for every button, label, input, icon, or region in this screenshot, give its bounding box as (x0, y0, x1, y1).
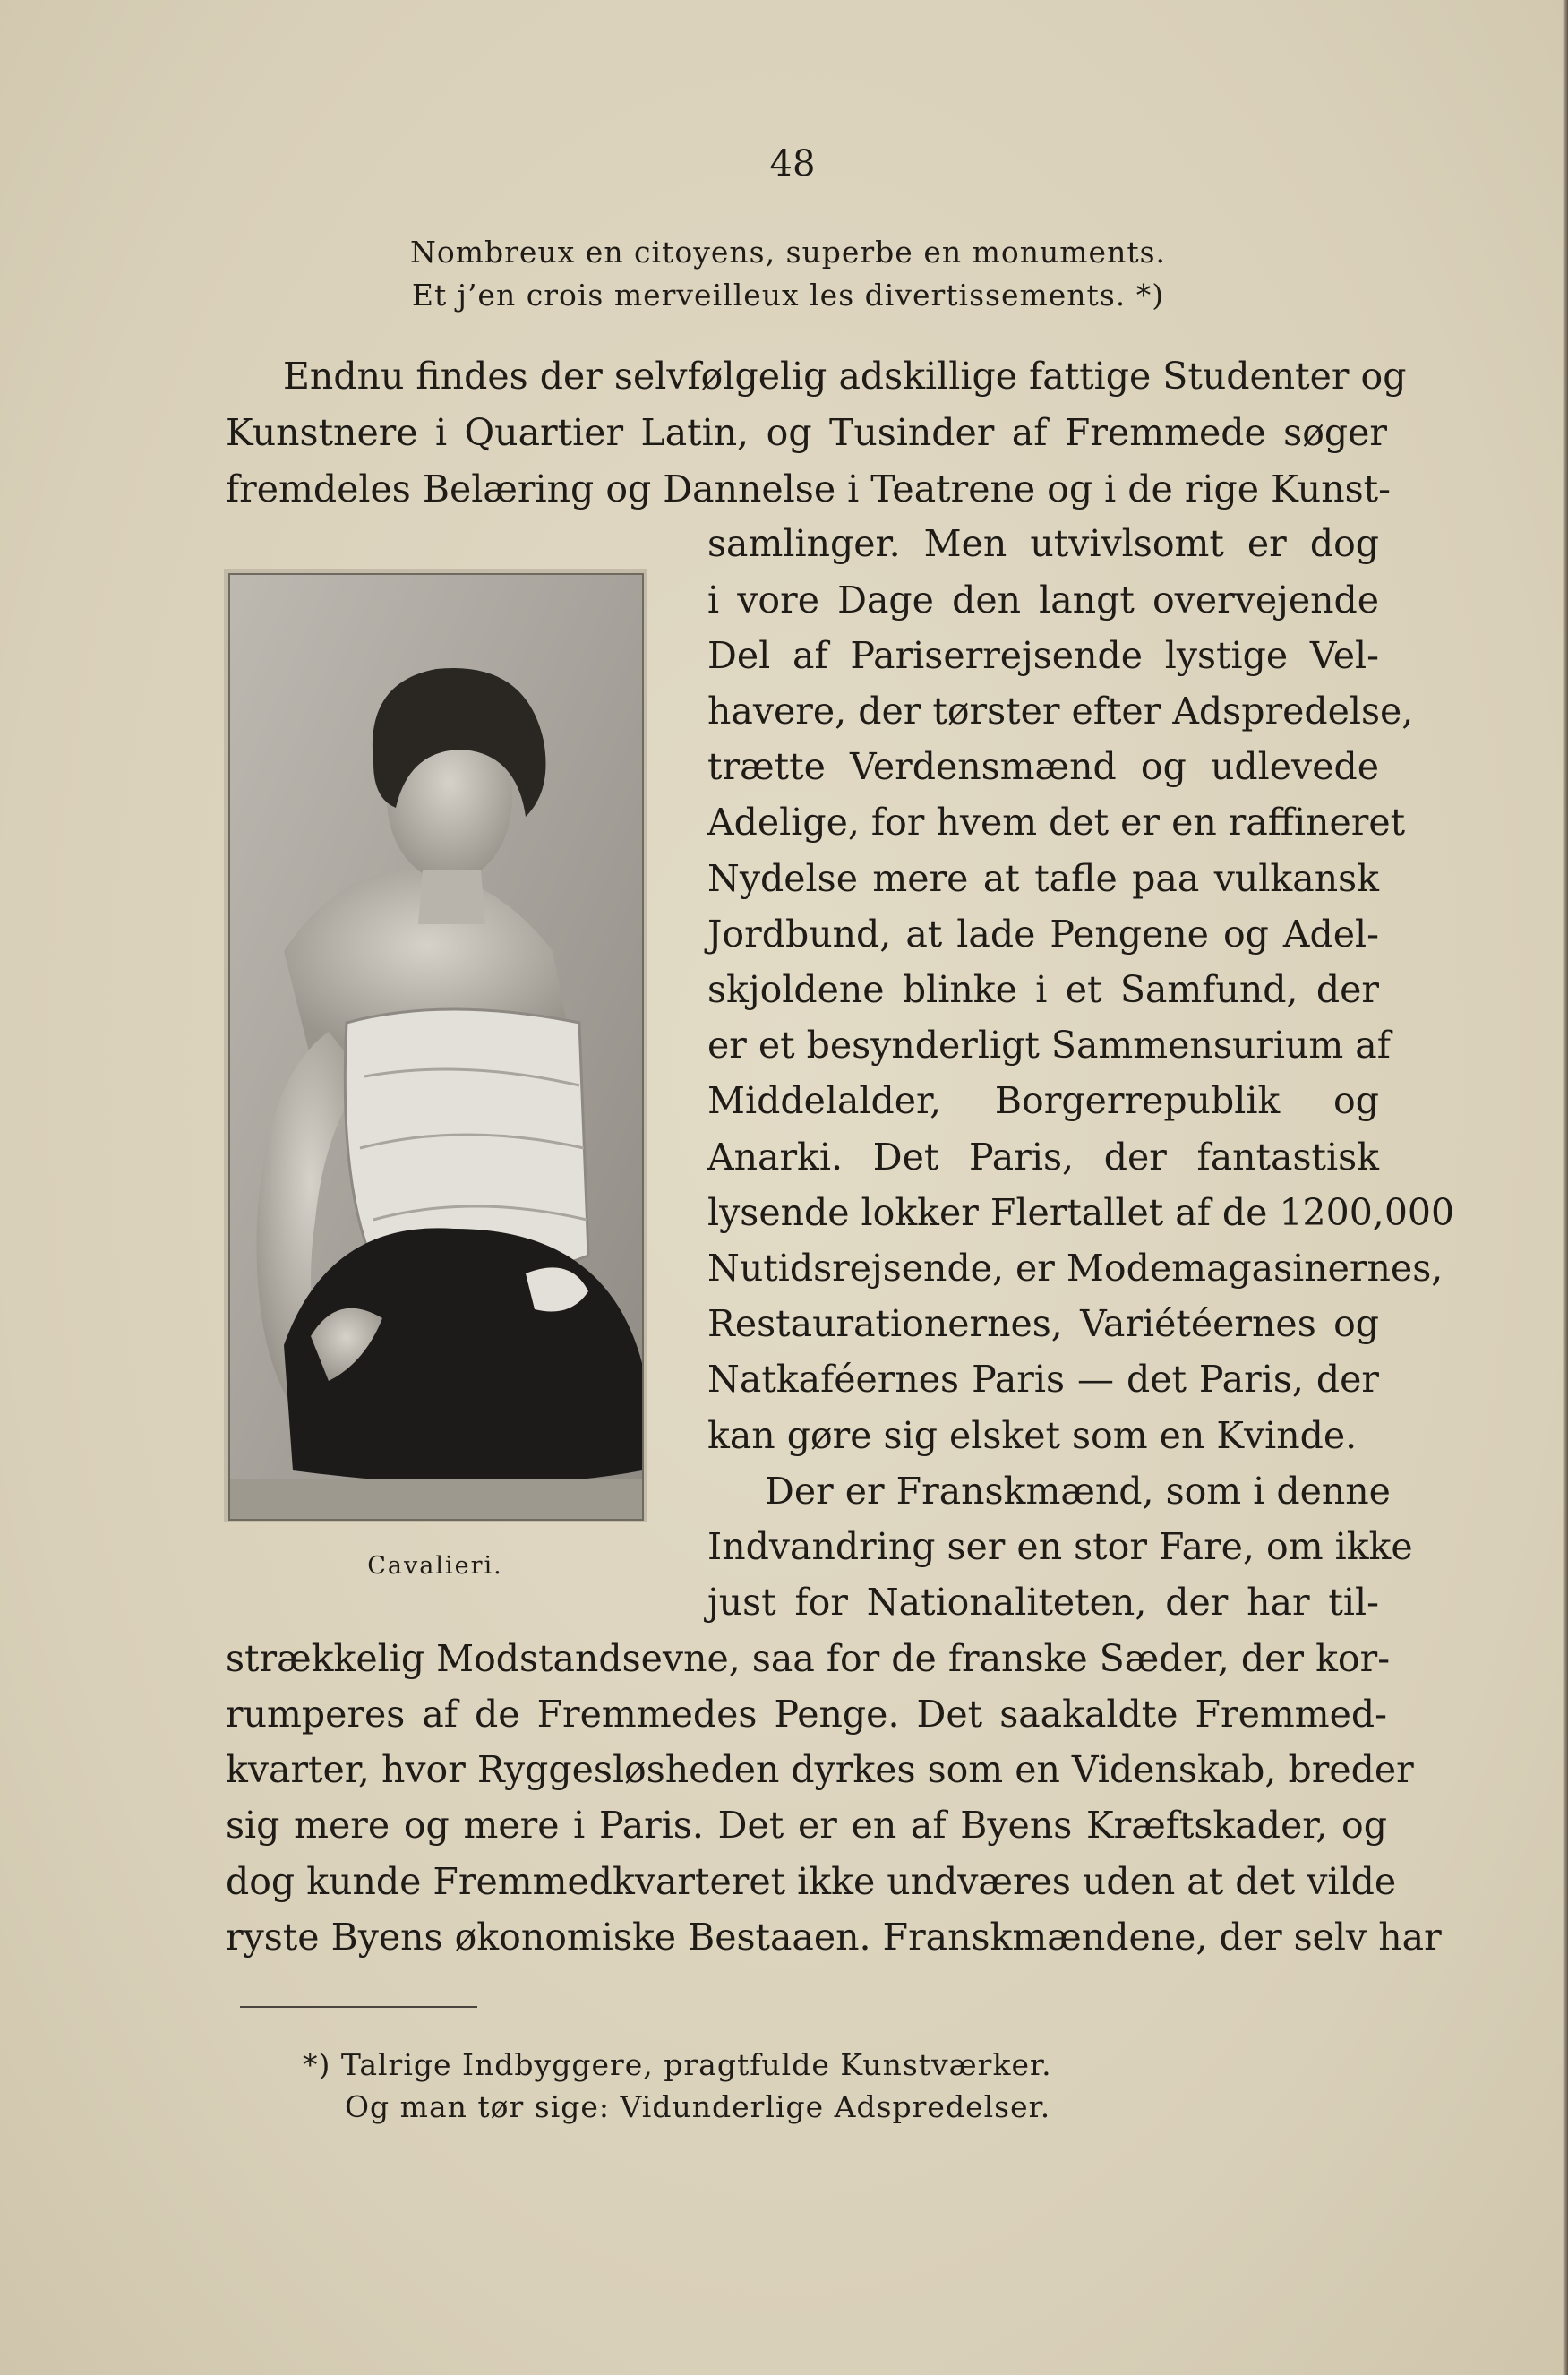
text-line: skjoldene blinke i et Samfund, der (707, 968, 1379, 1011)
text-line: Del af Pariserrejsende lystige Vel- (707, 634, 1379, 677)
page-edge (1563, 0, 1568, 2375)
text-line: just for Nationaliteten, der har til- (707, 1581, 1379, 1624)
photo-caption: Cavalieri. (367, 1552, 503, 1580)
text-line: Kunstnere i Quartier Latin, og Tusinder af Fremmede søger (226, 411, 1387, 454)
text-line: rumperes af de Fremmedes Penge. Det saakaldte Fremmed- (226, 1693, 1387, 1736)
portrait-photo (228, 573, 644, 1521)
text-line: dog kunde Fremmedkvarteret ikke undværes uden at det vilde (226, 1860, 1397, 1903)
text-line: Natkaféernes Paris — det Paris, der (707, 1358, 1379, 1401)
text-line: Jordbund, at lade Pengene og Adel- (707, 913, 1379, 956)
text-line: Indvandring ser en stor Fare, om ikke (707, 1525, 1413, 1568)
text-line: lysende lokker Flertallet af de 1200,000 (707, 1191, 1455, 1234)
verse-line: Nombreux en citoyens, superbe en monuments. (409, 235, 1167, 270)
footnote-rule (240, 2006, 477, 2008)
text-line: Middelalder, Borgerrepublik og (707, 1079, 1379, 1122)
text-line: havere, der tørster efter Adspredelse, (707, 690, 1414, 733)
footnote-line: Og man tør sige: Vidunderlige Adspredelser. (345, 2089, 1051, 2124)
text-line: er et besynderligt Sammensurium af (707, 1024, 1391, 1067)
portrait-illustration (230, 575, 642, 1519)
text-line: trætte Verdensmænd og udlevede (707, 745, 1379, 788)
footnote-line: *) Talrige Indbyggere, pragtfulde Kunstværker. (303, 2047, 1052, 2082)
text-line: Der er Franskmænd, som i denne (765, 1470, 1391, 1513)
text-line: Nydelse mere at tafle paa vulkansk (707, 857, 1379, 900)
text-line: kan gøre sig elsket som en Kvinde. (707, 1414, 1358, 1457)
text-line: samlinger. Men utvivlsomt er dog (707, 522, 1379, 565)
text-line: kvarter, hvor Ryggesløsheden dyrkes som en Videnskab, breder (226, 1748, 1414, 1791)
text-line: fremdeles Belæring og Dannelse i Teatrene og i de rige Kunst- (226, 467, 1391, 510)
text-line: ryste Byens økonomiske Bestaaen. Franskmændene, der selv har (226, 1916, 1442, 1959)
text-line: Restaurationernes, Variétéernes og (707, 1302, 1379, 1345)
text-line: Nutidsrejsende, er Modemagasinernes, (707, 1247, 1444, 1290)
verse-line: Et j’en crois merveilleux les divertissements. *) (411, 278, 1165, 313)
text-line: Endnu findes der selvfølgelig adskillige fattige Studenter og (283, 355, 1407, 398)
text-line: Adelige, for hvem det er en raffineret (707, 801, 1406, 844)
text-line: strækkelig Modstandsevne, saa for de franske Sæder, der kor- (226, 1637, 1391, 1680)
page-number: 48 (769, 143, 816, 184)
text-line: sig mere og mere i Paris. Det er en af Byens Kræftskader, og (226, 1804, 1387, 1847)
text-line: Anarki. Det Paris, der fantastisk (707, 1136, 1379, 1179)
text-line: i vore Dage den langt overvejende (707, 579, 1379, 622)
